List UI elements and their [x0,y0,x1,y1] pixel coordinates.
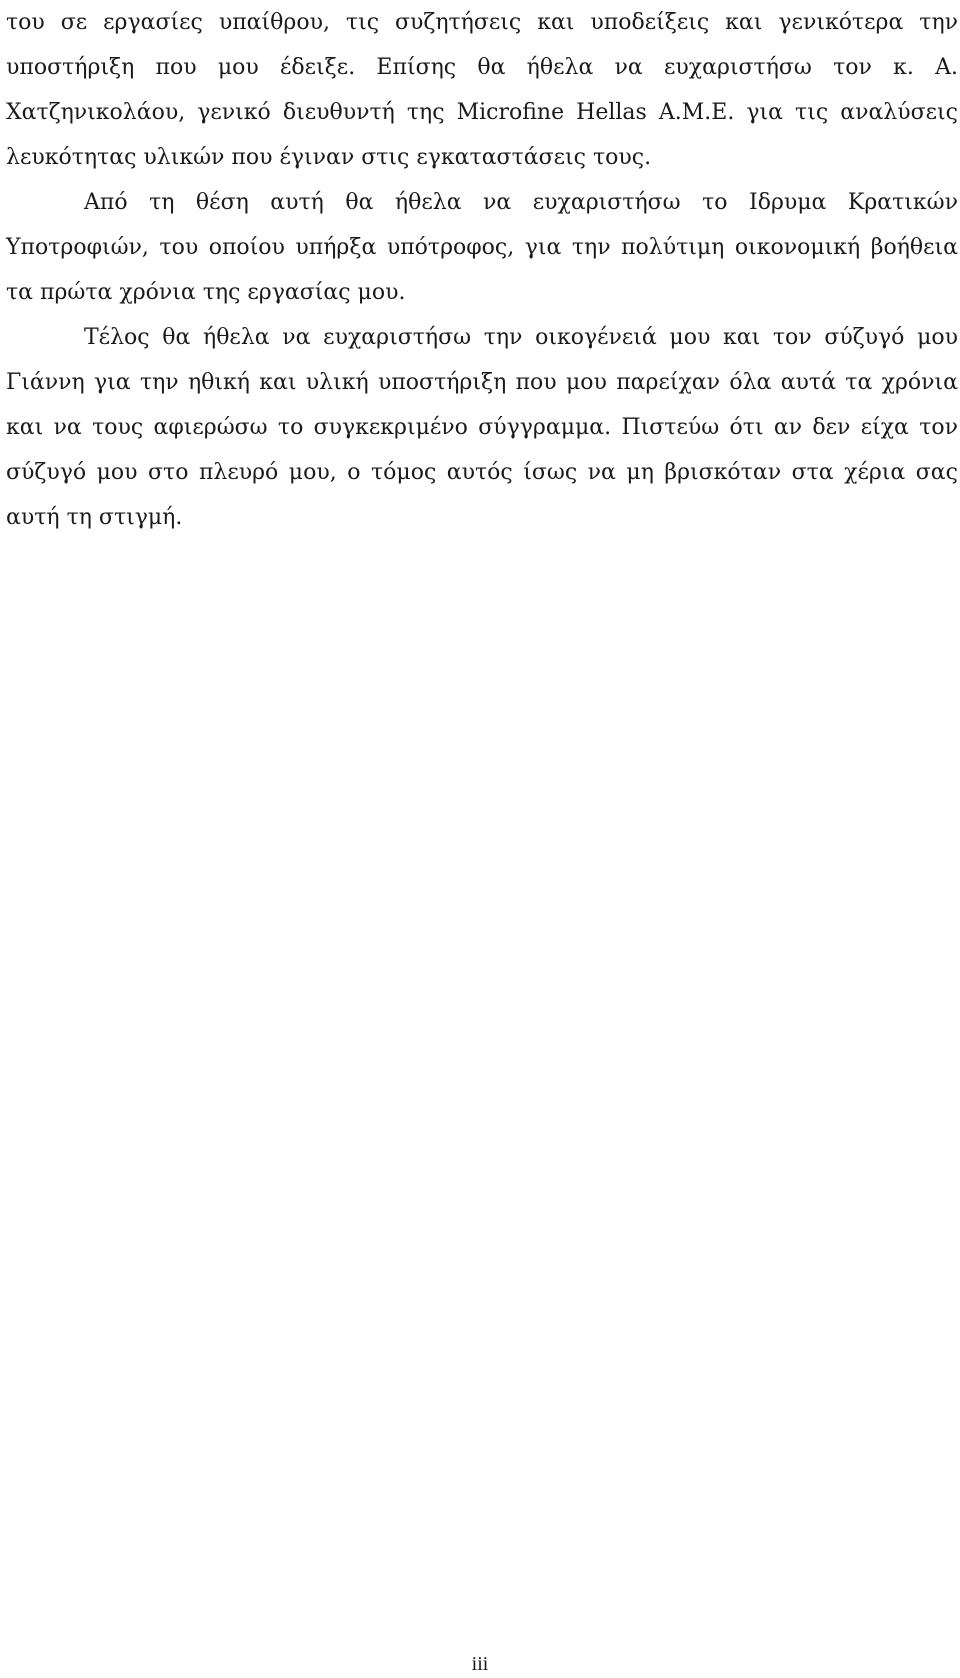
text-line: βοήθεια τα πρώτα χρόνια της εργασίας μου. [6,235,959,305]
text-line: είχα τον σύζυγό μου στο πλευρό μου, ο τόμος αυτός ίσως να μη βρισκόταν στα [6,415,958,485]
text-line: Χατζηνικολάου, γενικό διευθυντή της Microfine Hellas A.M.E. για τις αναλύσεις [6,100,958,125]
text-line: χέρια σας αυτή τη στιγμή. [6,460,958,530]
text-line: Γιάννη για την ηθική και υλική υποστήριξη που μου παρείχαν όλα αυτά τα [6,370,873,395]
text-line: υποστήριξη που μου έδειξε. Επίσης θα ήθελα να ευχαριστήσω τον κ. Α. [6,55,958,80]
paragraph-family [6,315,958,540]
text-line: λευκότητας υλικών που έγιναν στις εγκαταστάσεις τους. [6,145,652,170]
text-line: Από τη θέση αυτή θα ήθελα να ευχαριστήσω το Ιδρυμα Κρατικών [84,190,958,215]
paragraph-scholarship [6,180,958,315]
acknowledgements-text [6,0,958,540]
text-line: του σε εργασίες υπαίθρου, τις συζητήσεις και υποδείξεις και γενικότερα την [6,10,958,35]
text-line: Τέλος θα ήθελα να ευχαριστήσω την οικογένειά μου και τον σύζυγό μου [84,325,958,350]
paragraph-continuation [6,0,958,180]
page-number: iii [471,1653,489,1675]
text-line: χρόνια και να τους αφιερώσω το συγκεκριμένο σύγγραμμα. Πιστεύω ότι αν δεν [6,370,958,440]
text-line: Υποτροφιών, του οποίου υπήρξα υπότροφος, για την πολύτιμη οικονομική [6,235,861,260]
